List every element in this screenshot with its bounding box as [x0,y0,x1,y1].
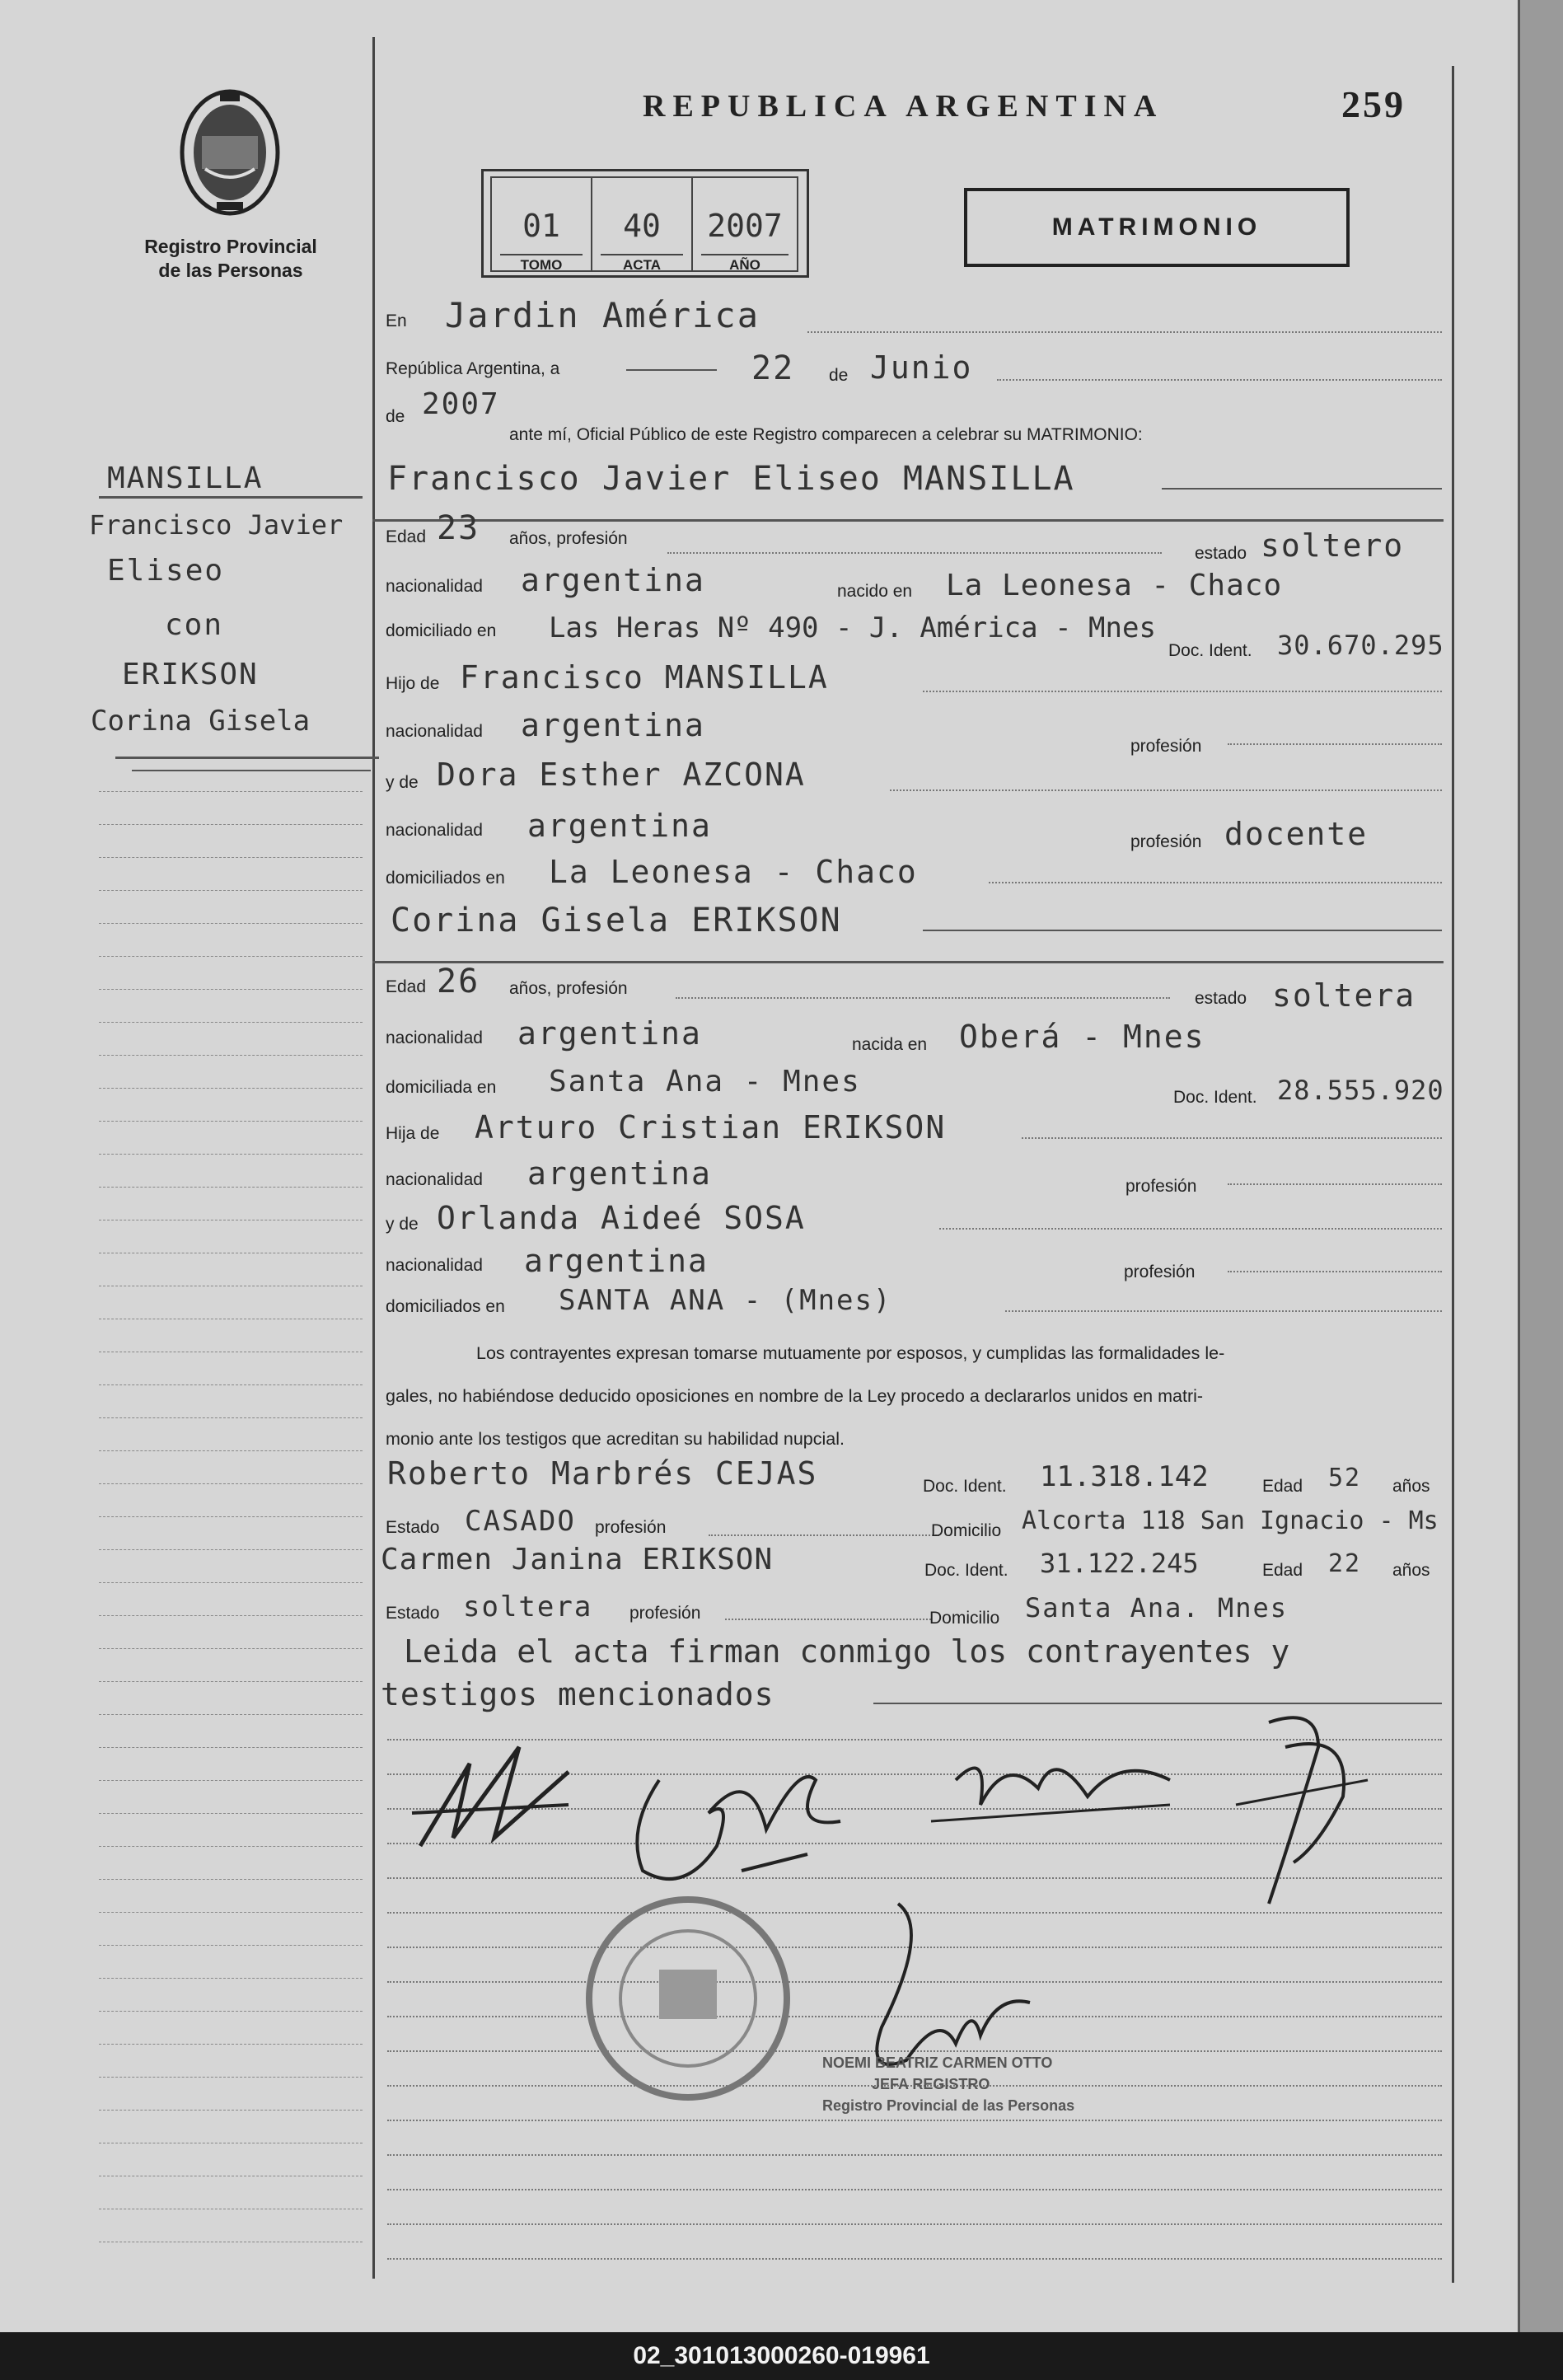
witness1-estado: CASADO [465,1505,576,1538]
witness1-anios-label: años [1392,1477,1430,1496]
registry-name [124,235,338,283]
bride-doc-label: Doc. Ident. [1173,1088,1257,1107]
witness2-profesion-label: profesión [629,1604,701,1623]
margin-ruled-line [99,1813,363,1814]
registry-name-line1: Registro Provincial [144,236,317,257]
anio-label: AÑO [729,257,760,273]
witness1-name: Roberto Marbrés CEJAS [387,1455,818,1492]
groom-padre: Francisco MANSILLA [460,659,829,696]
margin-ruled-line [99,1648,363,1649]
bride-nacida: Oberá - Mnes [959,1019,1205,1055]
bride-profesion-label: años, profesión [509,979,628,998]
closing-line1: Leida el acta firman conmigo los contrayentes y [404,1633,1290,1670]
bride-madre: Orlanda Aideé SOSA [437,1200,806,1236]
year-de-label: de [386,407,405,426]
bride-name: Corina Gisela ERIKSON [391,902,842,939]
signature-3-icon [923,1731,1195,1854]
margin-con: con [165,608,224,642]
bride-madre-nac-label: nacionalidad [386,1256,483,1275]
page-edge [1518,0,1563,2332]
margin-ruled-line [99,1747,363,1748]
bride-estado: soltera [1272,977,1416,1014]
bride-padre-prof-label: profesión [1125,1177,1197,1196]
en-label: En [386,312,407,330]
witness2-estado: soltera [463,1591,593,1623]
bride-padre-nac-label: nacionalidad [386,1170,483,1189]
margin-ruled-line [99,1055,363,1056]
margin-ruled-line [99,2110,363,2111]
bride-edad-label: Edad [386,977,427,996]
witness2-doc: 31.122.245 [1040,1548,1199,1579]
groom-nac-label: nacionalidad [386,577,483,596]
groom-padre-prof-label: profesión [1130,737,1202,756]
margin-ruled-line [99,923,363,924]
groom-madre-nac: argentina [527,808,712,844]
stamp-org: Registro Provincial de las Personas [822,2097,1075,2114]
bride-nacionalidad: argentina [517,1015,702,1052]
margin-ruled-line [99,2011,363,2012]
margin-ruled-line [99,1384,363,1385]
place-value: Jardin América [445,295,760,335]
groom-estado-label: estado [1195,544,1247,563]
witness2-name: Carmen Janina ERIKSON [381,1543,774,1577]
groom-edad-label: Edad [386,527,427,546]
witness2-estado-label: Estado [386,1604,440,1623]
acta-value: 40 [623,208,661,244]
margin-ruled-line [99,1121,363,1122]
witness2-anios-label: años [1392,1561,1430,1580]
margin-ruled-line [99,1879,363,1880]
groom-domicilio: Las Heras Nº 490 - J. América - Mnes [549,611,1156,644]
republica-label: República Argentina, a [386,359,560,378]
witness1-edad: 52 [1328,1464,1362,1492]
groom-nacido-label: nacido en [837,582,913,601]
witness2-edad-label: Edad [1262,1561,1303,1580]
groom-padre-nac: argentina [521,707,705,743]
groom-madre-prof-label: profesión [1130,832,1202,851]
bride-nac-label: nacionalidad [386,1028,483,1047]
bride-madre-prof-label: profesión [1124,1263,1196,1281]
acta-box [481,169,809,278]
margin-ruled-line [99,1549,363,1550]
groom-edad: 23 [437,509,480,547]
official-stamp-text [822,2052,1074,2116]
tomo-cell [490,176,592,272]
stamp-role: JEFA REGISTRO [872,2076,990,2092]
tomo-value: 01 [522,208,560,244]
month-de-label: de [829,366,849,385]
margin-third-name: Eliseo [107,554,225,588]
margin-ruled-line [99,1780,363,1781]
margin-ruled-line [99,1187,363,1188]
margin-ruled-line [99,1615,363,1616]
witness1-domicilio-label: Domicilio [931,1521,1002,1540]
groom-madre-label: y de [386,773,419,792]
margin-ruled-line [99,956,363,957]
groom-nacionalidad: argentina [521,562,705,598]
act-type-box: MATRIMONIO [964,188,1350,267]
groom-doc-label: Doc. Ident. [1168,641,1252,660]
tomo-label: TOMO [520,257,563,273]
acta-label: ACTA [623,257,661,273]
margin-ruled-line [99,1912,363,1913]
groom-doc: 30.670.295 [1277,630,1444,661]
margin-ruled-line [99,1417,363,1418]
witness1-estado-label: Estado [386,1518,440,1537]
groom-padres-dom-label: domiciliados en [386,869,505,888]
groom-madre-nac-label: nacionalidad [386,821,483,840]
margin-ruled-line [99,890,363,891]
signature-1-icon [404,1714,585,1879]
groom-name: Francisco Javier Eliseo MANSILLA [387,460,1075,498]
margin-bride-surname: ERIKSON [122,658,259,691]
acta-cell [591,176,693,272]
margin-ruled-line [99,1450,363,1451]
witness2-doc-label: Doc. Ident. [924,1561,1008,1580]
bride-domicilio: Santa Ana - Mnes [549,1065,861,1099]
right-border [1452,66,1454,2283]
registry-name-line2: de las Personas [158,260,303,281]
bride-dom-label: domiciliada en [386,1078,497,1097]
margin-ruled-line [99,1154,363,1155]
bride-estado-label: estado [1195,989,1247,1008]
image-caption: 02_301013000260-019961 [0,2332,1563,2380]
witness1-edad-label: Edad [1262,1477,1303,1496]
witness2-edad: 22 [1328,1549,1362,1578]
margin-ruled-line [99,1714,363,1715]
body-ruled-line [387,2223,1442,2225]
bride-padres-dom-label: domiciliados en [386,1297,505,1316]
witness1-doc: 11.318.142 [1040,1460,1209,1493]
witness1-domicilio: Alcorta 118 San Ignacio - Ms [1022,1506,1439,1535]
official-stamp-icon [577,1887,799,2110]
margin-ruled-line [99,1582,363,1583]
provincial-seal-icon [177,87,283,218]
month-value: Junio [870,349,973,386]
country-heading: REPUBLICA ARGENTINA [643,89,1164,124]
bride-nacida-label: nacida en [852,1035,928,1054]
intro-text: ante mí, Oficial Público de este Registro comparecen a celebrar su MATRIMONIO: [509,425,1143,444]
declaration-text [386,1332,1432,1460]
witness2-domicilio-label: Domicilio [929,1609,1000,1628]
groom-profesion-label: años, profesión [509,529,628,548]
closing-line2: testigos mencionados [381,1676,774,1712]
margin-ruled-line [99,1681,363,1682]
body-ruled-line [387,2258,1442,2260]
margin-ruled-line [99,1945,363,1946]
anio-cell [691,176,798,272]
witness2-domicilio: Santa Ana. Mnes [1025,1592,1288,1623]
signature-2-icon [610,1731,873,1895]
margin-divider [372,37,375,2279]
margin-surname: MANSILLA [107,461,264,495]
margin-ruled-line [99,1978,363,1979]
groom-nacido: La Leonesa - Chaco [946,569,1283,602]
margin-ruled-line [99,1022,363,1023]
declaration-line3: monio ante los testigos que acreditan su habilidad nupcial. [386,1429,845,1449]
groom-padre-nac-label: nacionalidad [386,722,483,741]
margin-bride-names: Corina Gisela [91,705,311,738]
margin-ruled-line [99,824,363,825]
bride-madre-label: y de [386,1215,419,1234]
bride-padre-label: Hija de [386,1124,440,1143]
groom-dom-label: domiciliado en [386,621,497,640]
body-ruled-line [387,2154,1442,2156]
bride-padre: Arturo Cristian ERIKSON [475,1109,947,1145]
groom-padres-dom: La Leonesa - Chaco [549,854,918,890]
margin-given-names: Francisco Javier [89,509,344,541]
margin-ruled-line [99,989,363,990]
margin-ruled-line [99,791,363,792]
witness1-doc-label: Doc. Ident. [923,1477,1007,1496]
body-ruled-line [387,2120,1442,2121]
anio-value: 2007 [707,208,783,244]
bride-doc: 28.555.920 [1277,1075,1444,1106]
groom-estado: soltero [1261,527,1405,564]
groom-madre: Dora Esther AZCONA [437,757,806,793]
day-value: 22 [751,349,795,387]
margin-ruled-line [99,2077,363,2078]
margin-ruled-line [99,1846,363,1847]
signature-4-icon [1219,1698,1384,1912]
folio-number: 259 [1341,83,1406,125]
body-ruled-line [387,2189,1442,2190]
witness1-profesion-label: profesión [595,1518,667,1537]
margin-ruled-line [99,1483,363,1484]
bride-madre-nac: argentina [524,1243,709,1279]
margin-ruled-line [99,1088,363,1089]
declaration-line1: Los contrayentes expresan tomarse mutuamente por esposos, y cumplidas las formalidades le- [476,1343,1225,1363]
groom-madre-prof: docente [1224,816,1369,852]
margin-ruled-line [99,2044,363,2045]
declaration-line2: gales, no habiéndose deducido oposiciones en nombre de la Ley procedo a declararlos unidos en matri- [386,1386,1204,1406]
margin-ruled-line [99,1516,363,1517]
margin-ruled-line [99,857,363,858]
bride-padre-nac: argentina [527,1155,712,1192]
groom-padre-label: Hijo de [386,674,440,693]
bride-edad: 26 [437,963,480,1000]
bride-padres-dom: SANTA ANA - (Mnes) [559,1284,892,1317]
year-value: 2007 [422,387,500,421]
stamp-name: NOEMI BEATRIZ CARMEN OTTO [822,2054,1053,2071]
